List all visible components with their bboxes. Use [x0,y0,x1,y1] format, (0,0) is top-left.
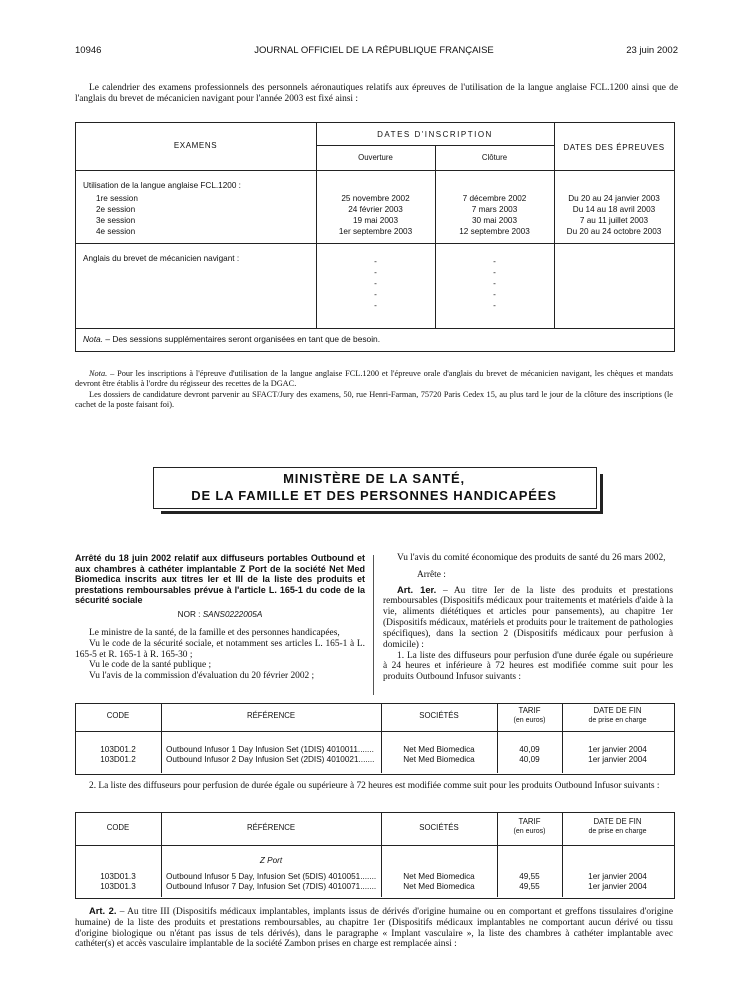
cloture-date: 30 mai 2003 [471,216,518,225]
article-1-item: 1. La liste des diffuseurs pour perfusion d'une durée égale ou supérieure à 24 heures et inférieure à 72 heures est modifiée comme suit pour les produits Outbound Infusor suivants : [383,650,673,683]
col-dates-inscription: DATES D'INSCRIPTION [377,130,493,139]
t1-col-date: DATE DE FIN [593,706,642,715]
row-fcl-title: Utilisation de la langue anglaise FCL.1200 : [83,181,241,190]
t2-col-tarif: TARIF [518,817,541,826]
ministry-line1: MINISTÈRE DE LA SANTÉ, [283,471,465,486]
ouverture-date: 1er septembre 2003 [338,227,413,236]
t1-col-tarif-unit: (en euros) [513,717,546,724]
journal-title: JOURNAL OFFICIEL DE LA RÉPUBLIQUE FRANÇAISE [254,45,494,56]
dash: - [493,257,496,266]
epreuve-date: 7 au 11 juillet 2003 [579,216,649,225]
t2-col-reference: RÉFÉRENCE [246,823,296,832]
cloture-date: 7 mars 2003 [471,205,518,214]
dash: - [374,257,377,266]
page-number: 10946 [75,45,102,56]
nor-line: NOR : SANS0222005A [177,610,263,619]
cloture-date: 7 décembre 2002 [462,194,527,203]
t1-col-date2: de prise en charge [588,717,647,724]
left-para: Vu le code de la sécurité sociale, et notamment ses articles L. 165-1 à L. 165-5 et R. 165-1 à R. 165-30 ; [75,638,365,660]
ouverture-date: 25 novembre 2002 [341,194,410,203]
epreuve-date: Du 20 au 24 octobre 2003 [566,227,662,236]
epreuve-date: Du 14 au 18 avril 2003 [572,205,656,214]
col-cloture: Clôture [481,153,508,162]
t2-col-date: DATE DE FIN [593,817,642,826]
dash: - [374,279,377,288]
article-2: Art. 2. – Au titre III (Dispositifs médicaux implantables, implants issus de dérivés d'origine humaine ou en comportant et greffons tissulaires d'origine humaine) de la liste des produits et prestations remboursables, au chapitre 1er (Dispositifs médicaux implantables ne comportant aucun dérivé ou tissu d'origine biologique ou n'étant pas issus de tels dérivés), dans le paragraphe « Implant vasculaire », la liste des chambres à cathéter implantable avec cathéter(s) et accès vasculaire implantable de la société Zambon prises en charge est remplacée ainsi : [75,905,673,950]
t1-col-tarif: TARIF [518,706,541,715]
left-para: Le ministre de la santé, de la famille et des personnes handicapées, [89,628,340,638]
dossiers-paragraph: Les dossiers de candidature devront parvenir au SFACT/Jury des examens, 50, rue Henri-Farman, 75720 Paris Cedex 15, au plus tard le jour de la clôture des inscriptions (le cachet de la poste faisant foi). [75,390,673,409]
t1-col-societes: SOCIÉTÉS [419,711,459,720]
dash: - [493,279,496,288]
dash: - [374,301,377,310]
epreuve-date: Du 20 au 24 janvier 2003 [568,194,660,203]
dash: - [374,268,377,277]
ouverture-date: 24 février 2003 [348,205,403,214]
group-label: Z Port [259,856,283,865]
note-paragraph: Nota. – Pour les inscriptions à l'épreuve d'utilisation de la langue anglaise FCL.1200 et l'épreuve orale d'anglais du brevet de mécanicien navigant, les chèques et mandats devront être établis à l'ordre du régisseur des recettes de la DGAC. [75,369,673,388]
intro-paragraph: Le calendrier des examens professionnels des personnels aéronautiques relatifs aux épreuves de l'utilisation de la langue anglaise FCL.1200 ainsi que de l'anglais du brevet de mécanicien navigant pour l'année 2003 est fixé ainsi : [75,83,678,104]
page-date: 23 juin 2002 [626,45,678,56]
dash: - [493,268,496,277]
col-ouverture: Ouverture [358,153,393,162]
session-label: 2e session [96,205,136,214]
arrete-title: Arrêté du 18 juin 2002 relatif aux diffuseurs portables Outbound et aux chambres à cathéter implantable Z Port de la société Net Med Biomedica inscrits aux titres Ier et III de la liste des produits et prestations remboursables prévue à l'article L. 165-1 du code de la sécurité sociale [75,553,365,606]
t2-col-tarif-unit: (en euros) [513,828,546,835]
session-label: 1re session [96,194,138,203]
left-para: Vu l'avis de la commission d'évaluation du 20 février 2002 ; [89,671,315,682]
t1-col-code: CODE [106,711,130,720]
col-examens: EXAMENS [173,141,218,150]
col-dates-epreuves: DATES DES ÉPREUVES [563,143,665,152]
arrete-label: Arrête : [417,569,446,580]
session-label: 4e session [96,227,136,236]
paragraph-2: 2. La liste des diffuseurs pour perfusion de durée égale ou supérieure à 72 heures est modifiée comme suit pour les produits Outbound Infusor suivants : [89,781,660,791]
ministry-line2: DE LA FAMILLE ET DES PERSONNES HANDICAPÉES [191,488,557,503]
left-para: Vu le code de la santé publique ; [89,660,212,671]
right-para: Vu l'avis du comité économique des produits de santé du 26 mars 2002, [397,553,666,563]
t2-col-societes: SOCIÉTÉS [419,823,459,832]
row-mecanicien-title: Anglais du brevet de mécanicien navigant : [83,254,240,263]
dash: - [493,290,496,299]
ouverture-date: 19 mai 2003 [352,216,399,225]
session-label: 3e session [96,216,136,225]
dash: - [374,290,377,299]
dash: - [493,301,496,310]
t1-col-reference: RÉFÉRENCE [246,711,296,720]
cloture-date: 12 septembre 2003 [459,227,530,236]
article-1: Art. 1er. – Au titre Ier de la liste des produits et prestations remboursables (Dispositifs médicaux pour traitements et matériels d'aide à la vie, aliments diététiques et articles pour pansements), au chapitre 1er (Dispositifs médicaux, matériels et produits pour le traitement de pathologies spécifiques), dans la section 2 (Dispositifs médicaux pour perfusion à domicile) : [383,583,673,650]
t2-col-date2: de prise en charge [588,828,647,835]
t2-col-code: CODE [106,823,130,832]
table-nota: Nota. – Des sessions supplémentaires seront organisées en tant que de besoin. [83,334,381,344]
